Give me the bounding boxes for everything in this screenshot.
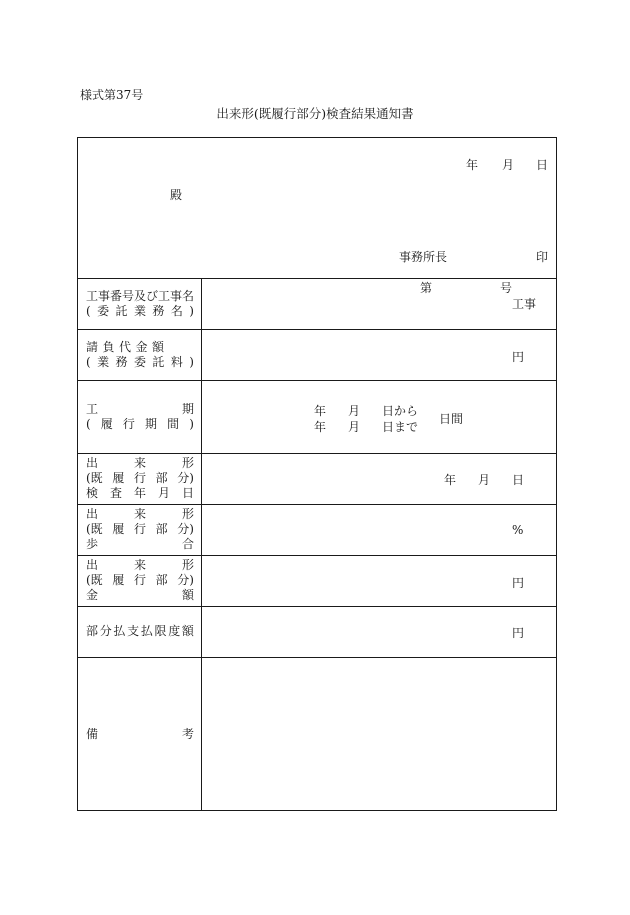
- remarks-label: [86, 727, 194, 742]
- period-start-year: 年: [314, 404, 327, 418]
- document-title: 出来形(既履行部分)検査結果通知書: [216, 106, 414, 121]
- inspection-date-label: [86, 456, 194, 501]
- row-divider: [78, 278, 556, 279]
- addressee-suffix: 殿: [170, 188, 183, 202]
- amount-label-line3: 金 額: [86, 588, 194, 602]
- contract-amount-label-line2: ( 業 務 委 託 料 ): [86, 355, 194, 369]
- inspection-date-label-line2: (既 履 行 部 分): [86, 471, 194, 485]
- form-frame: [77, 137, 557, 811]
- project-kind: 工事: [512, 297, 537, 311]
- contract-amount-unit: 円: [512, 350, 525, 364]
- row-divider: [78, 555, 556, 556]
- inspection-year: 年: [444, 473, 457, 487]
- row-divider: [78, 504, 556, 505]
- period-end-month: 月: [348, 420, 361, 434]
- period-label-line1: 工 期: [86, 402, 194, 416]
- issuer-title: 事務所長: [399, 250, 448, 264]
- project-number-prefix: 第: [420, 281, 433, 295]
- date-month: 月: [502, 158, 515, 172]
- project-label-line2: ( 委 託 業 務 名 ): [86, 304, 194, 318]
- ratio-label-line2: (既 履 行 部 分): [86, 522, 194, 536]
- period-label: [86, 402, 194, 432]
- project-label: [86, 289, 194, 319]
- ratio-unit: %: [512, 523, 524, 537]
- ratio-label-line3: 歩 合: [86, 537, 194, 551]
- period-start-month: 月: [348, 404, 361, 418]
- amount-label-line2: (既 履 行 部 分): [86, 573, 194, 587]
- form-number: 様式第37号: [80, 88, 144, 102]
- project-number-suffix: 号: [500, 281, 513, 295]
- period-start-day: 日から: [382, 404, 419, 418]
- inspection-month: 月: [478, 473, 491, 487]
- inspection-day: 日: [512, 473, 525, 487]
- date-day: 日: [536, 158, 549, 172]
- row-divider: [78, 657, 556, 658]
- row-divider: [78, 453, 556, 454]
- inspection-date-label-line3: 検 査 年 月 日: [86, 486, 194, 500]
- contract-amount-label: [86, 340, 194, 370]
- amount-label-line1: 出 来 形: [86, 558, 194, 572]
- limit-label: [86, 624, 194, 639]
- limit-unit: 円: [512, 626, 525, 640]
- project-label-line1: 工事番号及び工事名: [86, 289, 195, 303]
- period-label-line2: ( 履 行 期 間 ): [86, 417, 194, 431]
- row-divider: [78, 329, 556, 330]
- seal-mark: 印: [536, 250, 549, 264]
- ratio-label-line1: 出 来 形: [86, 507, 194, 521]
- limit-label-line1: 部 分 払 支 払 限 度 額: [86, 624, 194, 638]
- contract-amount-label-line1: 請 負 代 金 額: [86, 340, 164, 354]
- period-days: 日間: [439, 412, 464, 426]
- inspection-date-label-line1: 出 来 形: [86, 456, 194, 470]
- ratio-label: [86, 507, 194, 552]
- row-divider: [78, 380, 556, 381]
- amount-label: [86, 558, 194, 603]
- row-divider: [78, 606, 556, 607]
- amount-unit: 円: [512, 576, 525, 590]
- period-end-day: 日まで: [382, 420, 419, 434]
- date-year: 年: [466, 158, 479, 172]
- column-divider: [201, 278, 202, 810]
- remarks-label-line1: 備 考: [86, 727, 194, 741]
- period-end-year: 年: [314, 420, 327, 434]
